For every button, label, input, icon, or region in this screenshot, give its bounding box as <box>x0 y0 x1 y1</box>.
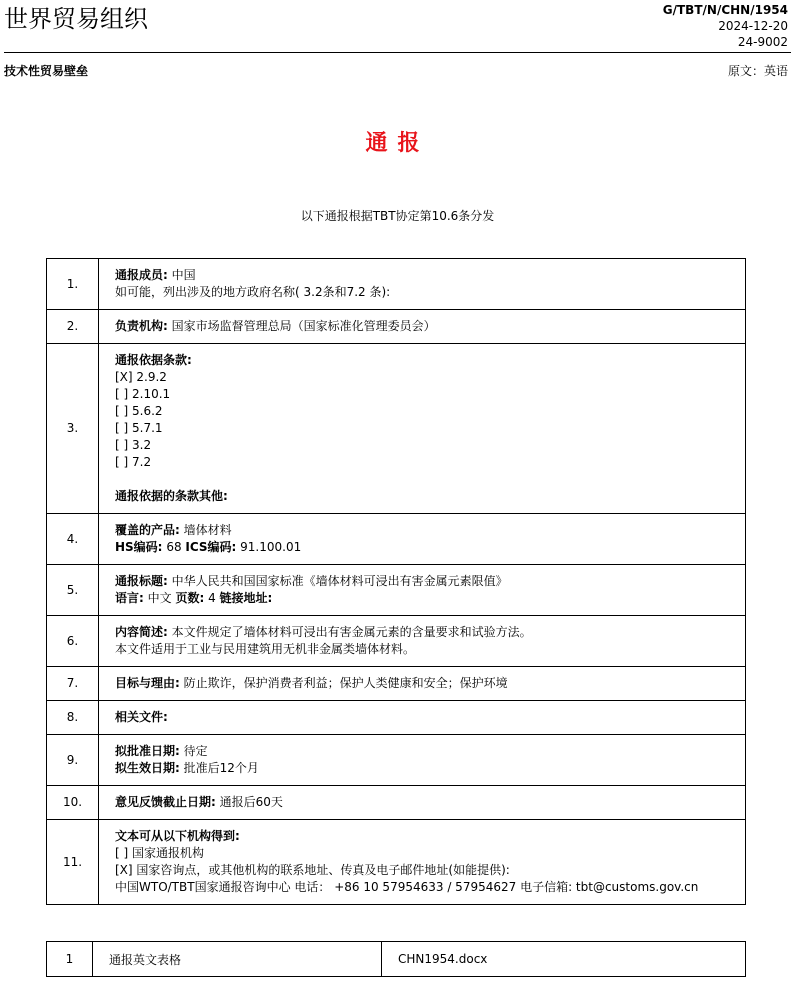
row-number: 6. <box>47 616 99 667</box>
row-content <box>99 514 746 565</box>
field-value: 待定 <box>179 744 208 758</box>
row-content <box>99 701 746 735</box>
table-row <box>47 701 746 735</box>
row-content <box>99 344 746 514</box>
row-content <box>99 310 746 344</box>
attachment-number: 1 <box>47 942 93 977</box>
table-row <box>47 565 746 616</box>
field-value: 中国 <box>167 268 196 282</box>
row-number: 11. <box>47 820 99 905</box>
field-label: 内容简述: <box>115 625 168 639</box>
contact-info: 中国WTO/TBT国家通报咨询中心 电话： +86 10 57954633 / 57954627 电子信箱: tbt@customs.gov.cn <box>115 880 699 894</box>
language-label: 语言: <box>115 591 144 605</box>
language-value: 中文 <box>143 591 176 605</box>
attachment-file-link[interactable]: CHN1954.docx <box>382 942 746 977</box>
table-row <box>47 667 746 701</box>
row-number: 5. <box>47 565 99 616</box>
option-item: [X] 国家咨询点，或其他机构的联系地址、传真及电子邮件地址(如能提供): <box>115 863 510 877</box>
pages-label: 页数: <box>175 591 205 605</box>
field-label: 覆盖的产品: <box>115 523 180 537</box>
document-ref: 24-9002 <box>737 35 788 49</box>
field-value: 防止欺诈，保护消费者利益；保护人类健康和安全；保护环境 <box>179 676 508 690</box>
option-item: [ ] 5.7.1 <box>115 421 163 435</box>
option-item: [ ] 7.2 <box>115 455 152 469</box>
table-row <box>47 820 746 905</box>
option-item: [ ] 2.10.1 <box>115 387 171 401</box>
field-label: 目标与理由: <box>115 676 180 690</box>
attachment-name: 通报英文表格 <box>93 942 382 977</box>
hs-value: 68 <box>162 540 186 554</box>
option-item: [X] 2.9.2 <box>115 370 167 384</box>
row-content <box>99 259 746 310</box>
field-value: 国家市场监督管理总局（国家标准化管理委员会） <box>167 319 436 333</box>
field-label: 文本可从以下机构得到: <box>115 829 240 843</box>
table-row <box>47 942 746 977</box>
row-number: 4. <box>47 514 99 565</box>
field-label: 相关文件: <box>115 710 168 724</box>
row-number: 7. <box>47 667 99 701</box>
field-note: 本文件适用于工业与民用建筑用无机非金属类墙体材料。 <box>115 642 416 656</box>
row-content <box>99 820 746 905</box>
table-row <box>47 310 746 344</box>
field-value: 批准后12个月 <box>179 761 259 775</box>
row-number: 9. <box>47 735 99 786</box>
field-note: 如可能，列出涉及的地方政府名称( 3.2条和7.2 条): <box>115 285 391 299</box>
row-content <box>99 786 746 820</box>
document-meta <box>663 2 788 50</box>
field-value: 通报后60天 <box>215 795 283 809</box>
notification-title: 通报 <box>365 131 430 156</box>
hs-label: HS编码: <box>115 540 163 554</box>
link-label: 链接地址: <box>219 591 273 605</box>
row-number: 2. <box>47 310 99 344</box>
notification-table <box>46 258 746 905</box>
table-row <box>47 616 746 667</box>
row-content <box>99 735 746 786</box>
option-item: [ ] 5.6.2 <box>115 404 163 418</box>
document-symbol: G/TBT/N/CHN/1954 <box>662 3 788 17</box>
header-divider <box>4 52 791 53</box>
ics-label: ICS编码: <box>185 540 237 554</box>
field-label: 通报依据条款: <box>115 353 192 367</box>
attachment-table <box>46 941 746 977</box>
row-content <box>99 565 746 616</box>
field-value: 中华人民共和国国家标准《墙体材料可浸出有害金属元素限值》 <box>167 574 508 588</box>
table-row <box>47 735 746 786</box>
row-content <box>99 616 746 667</box>
field-label: 拟批准日期: <box>115 744 180 758</box>
spacer <box>115 471 729 488</box>
org-name: 世界贸易组织 <box>4 5 148 33</box>
row-number: 1. <box>47 259 99 310</box>
ics-value: 91.100.01 <box>236 540 302 554</box>
field-label: 通报标题: <box>115 574 168 588</box>
table-row <box>47 514 746 565</box>
committee-name: 技术性贸易壁垒 <box>4 64 89 78</box>
option-item: [ ] 国家通报机构 <box>115 846 204 860</box>
option-item: [ ] 3.2 <box>115 438 152 452</box>
table-row <box>47 344 746 514</box>
original-language: 原文：英语 <box>727 64 788 78</box>
field-label: 负责机构: <box>115 319 168 333</box>
pages-value: 4 <box>204 591 220 605</box>
field-label: 通报依据的条款其他: <box>115 489 228 503</box>
row-number: 8. <box>47 701 99 735</box>
notification-subtitle: 以下通报根据TBT协定第10.6条分发 <box>300 209 495 223</box>
row-number: 3. <box>47 344 99 514</box>
row-content <box>99 667 746 701</box>
field-value: 墙体材料 <box>179 523 232 537</box>
document-date: 2024-12-20 <box>718 19 788 33</box>
field-label: 通报成员: <box>115 268 168 282</box>
field-label: 拟生效日期: <box>115 761 180 775</box>
field-label: 意见反馈截止日期: <box>115 795 216 809</box>
row-number: 10. <box>47 786 99 820</box>
table-row <box>47 786 746 820</box>
field-value: 本文件规定了墙体材料可浸出有害金属元素的含量要求和试验方法。 <box>167 625 532 639</box>
table-row <box>47 259 746 310</box>
